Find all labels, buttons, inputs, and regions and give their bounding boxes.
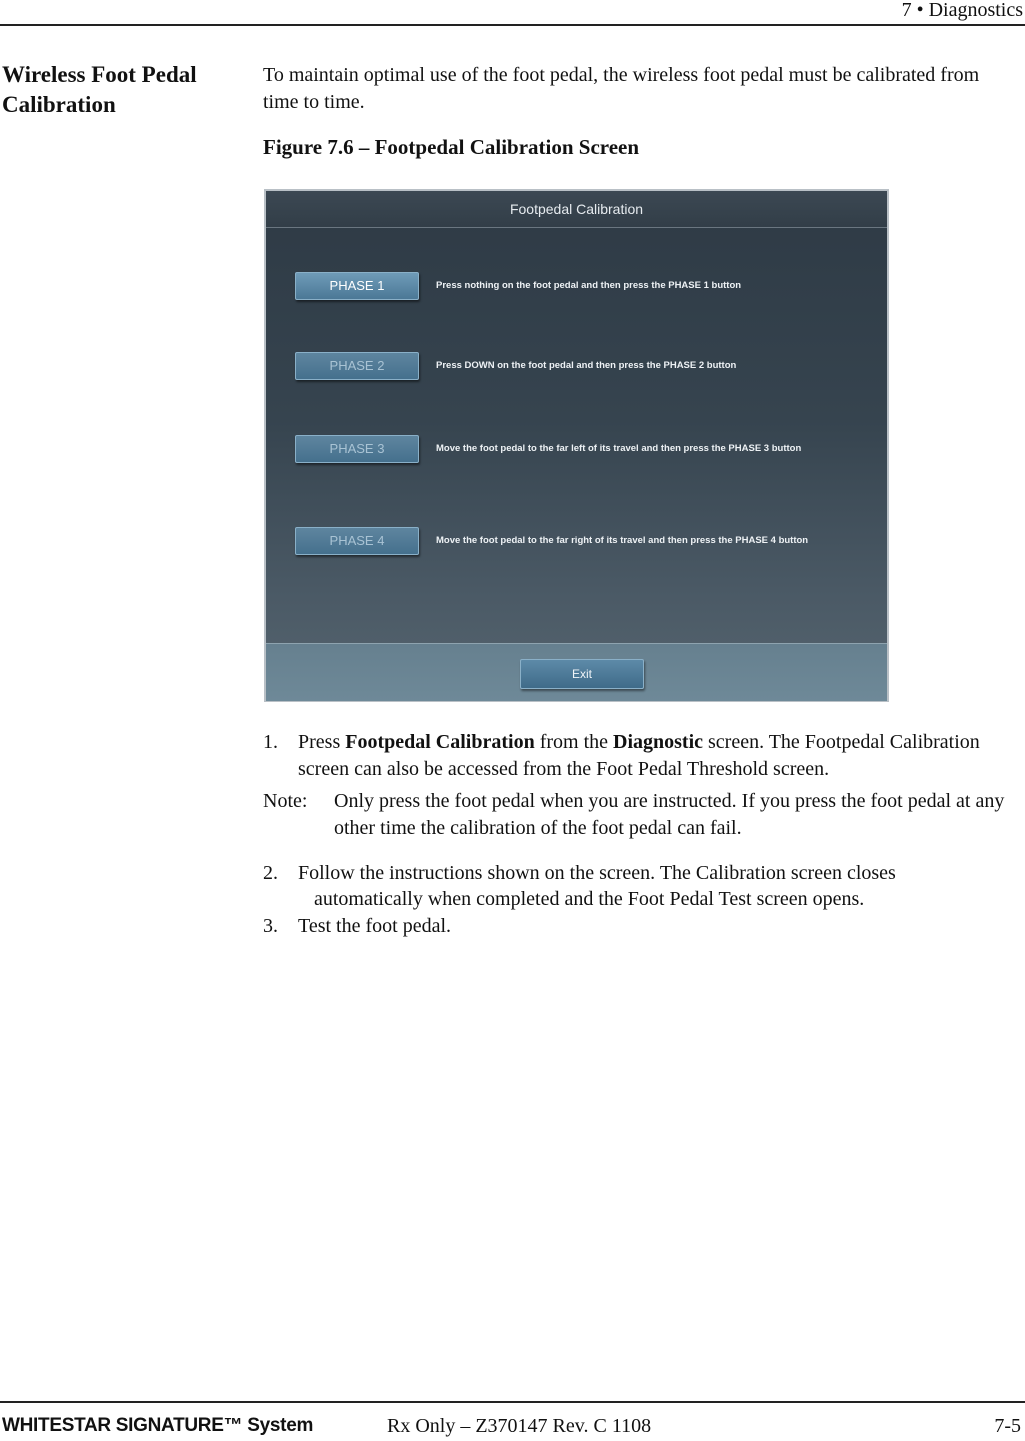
step-1-mid: from the — [534, 731, 613, 753]
footer-rule — [0, 1401, 1025, 1403]
step-2-line-2: automatically when completed and the Foot Pedal Test screen opens. — [314, 888, 865, 910]
section-heading — [2, 60, 242, 120]
step-1-text — [298, 729, 1020, 783]
step-2-line-1: Follow the instructions shown on the screen. The Calibration screen closes — [298, 862, 896, 884]
screen-footer-bar — [266, 643, 887, 701]
phase-3-button[interactable]: PHASE 3 — [295, 435, 419, 463]
step-2-number: 2. — [263, 862, 278, 884]
step-1-post: screen. The Footpedal Calibration screen can also be accessed from the Foot Pedal Threshold screen. — [298, 731, 980, 780]
note-label: Note: — [263, 790, 308, 812]
footpedal-calibration-screen — [264, 189, 889, 702]
step-1-number: 1. — [263, 731, 278, 753]
step-3-text: Test the foot pedal. — [298, 915, 451, 937]
running-header: 7 • Diagnostics — [901, 0, 1023, 21]
phase-4-button[interactable]: PHASE 4 — [295, 527, 419, 555]
footer-document-number: Rx Only – Z370147 Rev. C 1108 — [387, 1415, 652, 1437]
page-number: 7-5 — [994, 1415, 1021, 1437]
header-rule — [0, 24, 1025, 26]
section-heading-line2: Calibration — [2, 92, 116, 117]
step-1-menu-item: Footpedal Calibration — [345, 731, 535, 753]
note-text: Only press the foot pedal when you are instructed. If you press the foot pedal at any other time the calibration of the foot pedal can fail. — [334, 790, 1005, 839]
phase-4-instruction: Move the foot pedal to the far right of its travel and then press the PHASE 4 button — [436, 535, 809, 546]
phase-1-instruction: Press nothing on the foot pedal and then press the PHASE 1 button — [436, 280, 742, 291]
exit-button[interactable]: Exit — [520, 659, 644, 689]
step-1-pre: Press — [298, 731, 346, 753]
phase-2-instruction: Press DOWN on the foot pedal and then press the PHASE 2 button — [436, 360, 737, 371]
phase-2-button[interactable]: PHASE 2 — [295, 352, 419, 380]
phase-3-instruction: Move the foot pedal to the far left of its travel and then press the PHASE 3 button — [436, 443, 802, 454]
screen-title: Footpedal Calibration — [266, 191, 887, 228]
step-3-number: 3. — [263, 915, 278, 937]
intro-paragraph: To maintain optimal use of the foot pedal, the wireless foot pedal must be calibrated from time to time. — [263, 64, 980, 113]
figure-caption: Figure 7.6 – Footpedal Calibration Screen — [263, 135, 640, 159]
footer-product-name: WHITESTAR SIGNATURE™ System — [2, 1415, 314, 1436]
section-heading-line1: Wireless Foot Pedal — [2, 62, 197, 87]
phase-1-button[interactable]: PHASE 1 — [295, 272, 419, 300]
step-1-screen-name: Diagnostic — [613, 731, 703, 753]
